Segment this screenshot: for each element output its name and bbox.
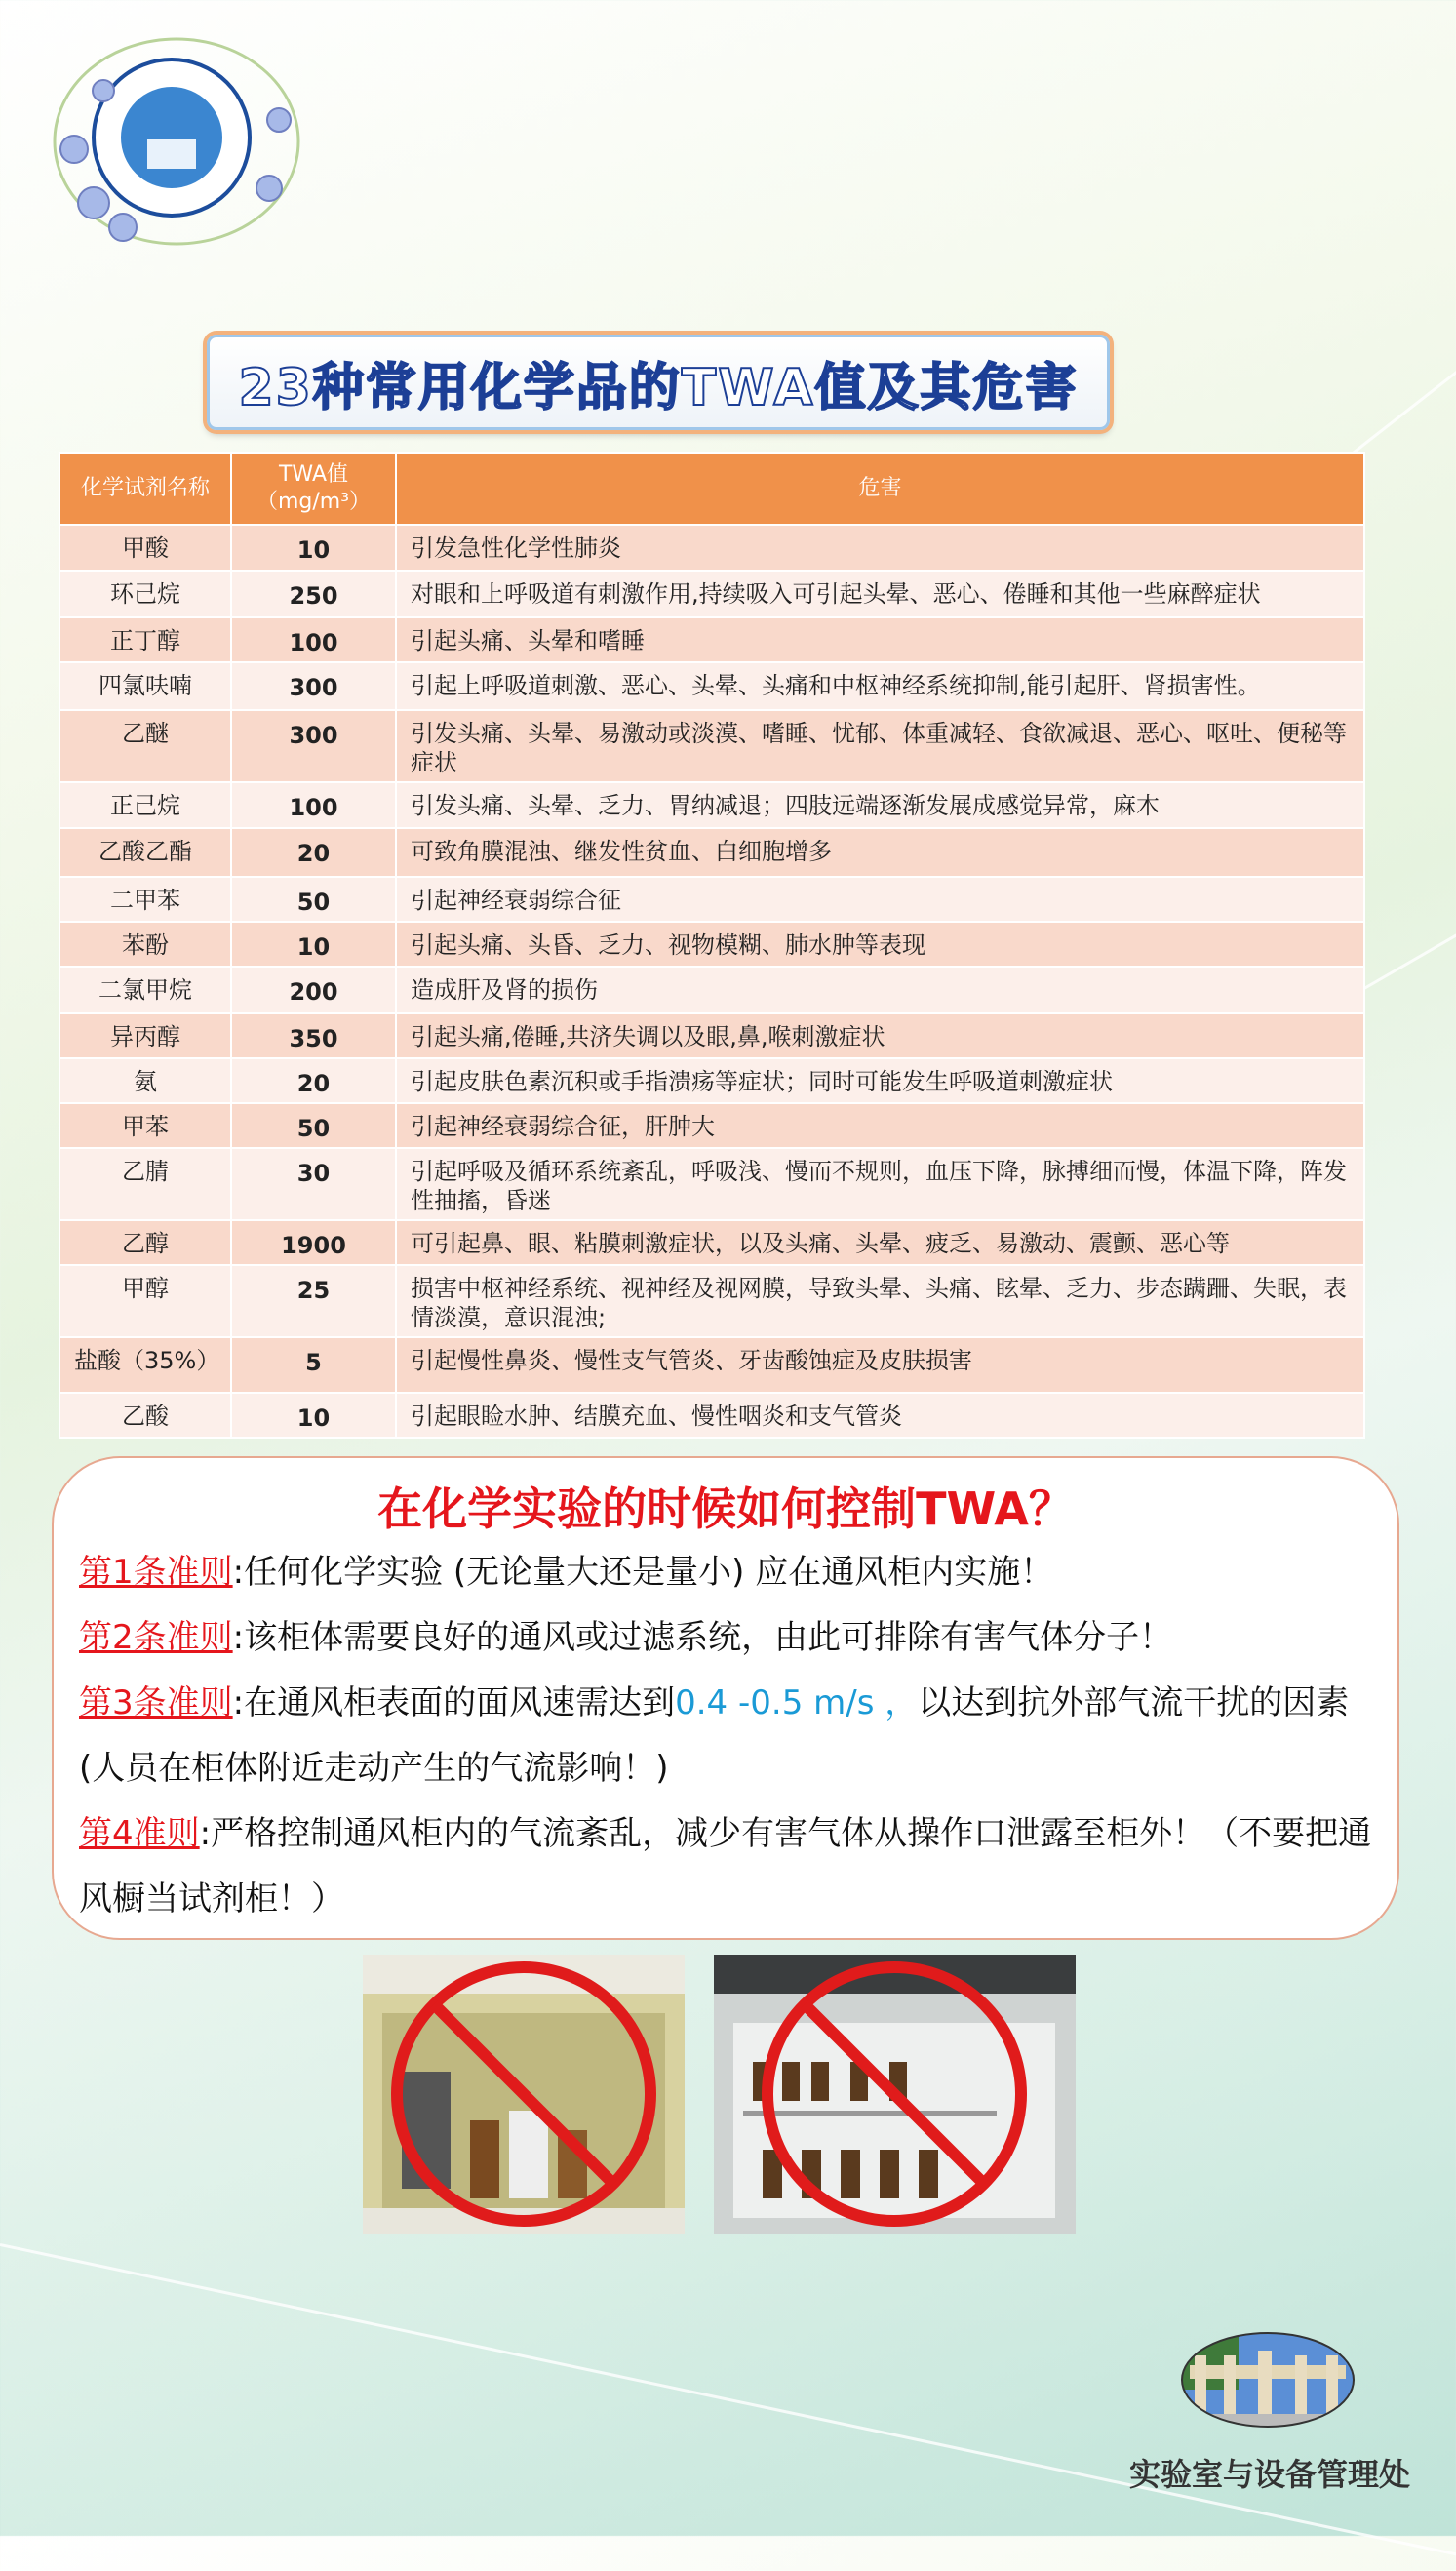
header-hazard: 危害 bbox=[396, 453, 1364, 525]
page-title: 23种常用化学品的TWA值及其危害 bbox=[238, 358, 1079, 417]
chemical-name: 异丙醇 bbox=[59, 1013, 231, 1058]
table-row bbox=[59, 1393, 1364, 1438]
twa-value: 1900 bbox=[231, 1220, 396, 1265]
hazard-description: 引起皮肤色素沉积或手指溃疡等症状；同时可能发生呼吸道刺激症状 bbox=[396, 1058, 1364, 1103]
table-row bbox=[59, 525, 1364, 571]
hazard-description: 引起慢性鼻炎、慢性支气管炎、牙齿酸蚀症及皮肤损害 bbox=[396, 1337, 1364, 1393]
hazard-description: 引起呼吸及循环系统紊乱，呼吸浅、慢而不规则，血压下降，脉搏细而慢，体温下降，阵发性抽搐，昏迷 bbox=[396, 1148, 1364, 1220]
table-row bbox=[59, 1103, 1364, 1148]
university-logo bbox=[45, 32, 316, 251]
fume-hood-photo-prohibited-2 bbox=[714, 1955, 1076, 2234]
chemical-name: 盐酸（35%） bbox=[59, 1337, 231, 1393]
rule-label: 第4准则 bbox=[79, 1814, 200, 1853]
twa-value: 30 bbox=[231, 1148, 396, 1220]
rule-2 bbox=[79, 1605, 1372, 1671]
rule-text: :任何化学实验 (无论量大还是量小) 应在通风柜内实施！ bbox=[232, 1553, 1054, 1592]
table-row bbox=[59, 662, 1364, 710]
rule-3 bbox=[79, 1671, 1372, 1801]
hazard-description: 引起头痛,倦睡,共济失调以及眼,鼻,喉刺激症状 bbox=[396, 1013, 1364, 1058]
table-row bbox=[59, 828, 1364, 877]
header-twa-unit: （mg/m³） bbox=[256, 490, 372, 514]
twa-control-rules bbox=[52, 1456, 1399, 1940]
chemical-name: 二氯甲烷 bbox=[59, 967, 231, 1013]
table-row bbox=[59, 782, 1364, 828]
table-row bbox=[59, 877, 1364, 922]
hazard-description: 引发头痛、头晕、易激动或淡漠、嗜睡、忧郁、体重减轻、食欲减退、恶心、呕吐、便秘等症状 bbox=[396, 710, 1364, 782]
chemical-name: 乙酸 bbox=[59, 1393, 231, 1438]
hazard-description: 引起头痛、头晕和嗜睡 bbox=[396, 617, 1364, 662]
chemical-name: 二甲苯 bbox=[59, 877, 231, 922]
campus-gate-image bbox=[1180, 2331, 1356, 2429]
rule-1 bbox=[79, 1540, 1372, 1605]
hazard-description: 引发头痛、头晕、乏力、胃纳减退；四肢远端逐渐发展成感觉异常，麻木 bbox=[396, 782, 1364, 828]
chemical-name: 乙腈 bbox=[59, 1148, 231, 1220]
twa-value: 300 bbox=[231, 662, 396, 710]
chemical-name: 乙酸乙酯 bbox=[59, 828, 231, 877]
table-row bbox=[59, 1337, 1364, 1393]
chemical-name: 甲苯 bbox=[59, 1103, 231, 1148]
hazard-description: 可致角膜混浊、继发性贫血、白细胞增多 bbox=[396, 828, 1364, 877]
twa-value: 350 bbox=[231, 1013, 396, 1058]
rule-text-continued: 以达到抗外部气流干扰的因素(人员在柜体附近走动产生的气流影响！) bbox=[79, 1683, 1350, 1788]
header-name: 化学试剂名称 bbox=[59, 453, 231, 525]
fume-hood-photo-prohibited-1 bbox=[363, 1955, 685, 2234]
twa-value: 50 bbox=[231, 877, 396, 922]
twa-value: 10 bbox=[231, 922, 396, 967]
chemical-name: 四氯呋喃 bbox=[59, 662, 231, 710]
table-row bbox=[59, 710, 1364, 782]
chemical-name: 乙醚 bbox=[59, 710, 231, 782]
hazard-description: 对眼和上呼吸道有刺激作用,持续吸入可引起头晕、恶心、倦睡和其他一些麻醉症状 bbox=[396, 571, 1364, 617]
hazard-description: 可引起鼻、眼、粘膜刺激症状，以及头痛、头晕、疲乏、易激动、震颤、恶心等 bbox=[396, 1220, 1364, 1265]
chemical-name: 氨 bbox=[59, 1058, 231, 1103]
hazard-description: 损害中枢神经系统、视神经及视网膜，导致头晕、头痛、眩晕、乏力、步态蹒跚、失眠，表情淡漠，意识混浊; bbox=[396, 1265, 1364, 1337]
hazard-description: 造成肝及肾的损伤 bbox=[396, 967, 1364, 1013]
table-row bbox=[59, 617, 1364, 662]
table-row bbox=[59, 1220, 1364, 1265]
table-row bbox=[59, 922, 1364, 967]
chemical-name: 环己烷 bbox=[59, 571, 231, 617]
twa-value: 25 bbox=[231, 1265, 396, 1337]
hazard-description: 引起神经衰弱综合征，肝肿大 bbox=[396, 1103, 1364, 1148]
hazard-description: 引起上呼吸道刺激、恶心、头晕、头痛和中枢神经系统抑制,能引起肝、肾损害性。 bbox=[396, 662, 1364, 710]
twa-value: 100 bbox=[231, 782, 396, 828]
header-twa bbox=[231, 453, 396, 525]
air-velocity-value: 0.4 -0.5 m/s ， bbox=[675, 1683, 919, 1722]
rule-label: 第3条准则 bbox=[79, 1683, 233, 1722]
twa-value: 10 bbox=[231, 1393, 396, 1438]
chemical-name: 甲醇 bbox=[59, 1265, 231, 1337]
table-row bbox=[59, 1058, 1364, 1103]
twa-value: 20 bbox=[231, 1058, 396, 1103]
table-header bbox=[59, 453, 1364, 525]
hazard-description: 引起眼睑水肿、结膜充血、慢性咽炎和支气管炎 bbox=[396, 1393, 1364, 1438]
chemical-name: 乙醇 bbox=[59, 1220, 231, 1265]
twa-value: 100 bbox=[231, 617, 396, 662]
table-row bbox=[59, 1148, 1364, 1220]
table-row bbox=[59, 1013, 1364, 1058]
rule-text: :该柜体需要良好的通风或过滤系统，由此可排除有害气体分子！ bbox=[232, 1618, 1173, 1657]
twa-value: 10 bbox=[231, 525, 396, 571]
twa-value: 20 bbox=[231, 828, 396, 877]
twa-value: 250 bbox=[231, 571, 396, 617]
hazard-description: 引发急性化学性肺炎 bbox=[396, 525, 1364, 571]
rule-label: 第2条准则 bbox=[79, 1618, 233, 1657]
table-row bbox=[59, 571, 1364, 617]
page-title-box bbox=[207, 335, 1110, 430]
rule-text: :在通风柜表面的面风速需达到 bbox=[232, 1683, 676, 1722]
hazard-description: 引起头痛、头昏、乏力、视物模糊、肺水肿等表现 bbox=[396, 922, 1364, 967]
twa-value: 50 bbox=[231, 1103, 396, 1148]
twa-table bbox=[59, 452, 1365, 1439]
table-row bbox=[59, 967, 1364, 1013]
header-twa-label: TWA值 bbox=[278, 462, 349, 487]
twa-value: 5 bbox=[231, 1337, 396, 1393]
rule-4 bbox=[79, 1801, 1372, 1932]
chemical-name: 正丁醇 bbox=[59, 617, 231, 662]
twa-value: 200 bbox=[231, 967, 396, 1013]
chemical-name: 苯酚 bbox=[59, 922, 231, 967]
table-row bbox=[59, 1265, 1364, 1337]
twa-value: 300 bbox=[231, 710, 396, 782]
hazard-description: 引起神经衰弱综合征 bbox=[396, 877, 1364, 922]
chemical-name: 甲酸 bbox=[59, 525, 231, 571]
chemical-name: 正己烷 bbox=[59, 782, 231, 828]
rules-title: 在化学实验的时候如何控制TWA？ bbox=[377, 1483, 1074, 1535]
rule-text: :严格控制通风柜内的气流紊乱，减少有害气体从操作口泄露至柜外！（不要把通风橱当试剂柜！） bbox=[79, 1814, 1372, 1918]
department-name: 实验室与设备管理处 bbox=[1129, 2456, 1411, 2493]
rule-label: 第1条准则 bbox=[79, 1553, 233, 1592]
